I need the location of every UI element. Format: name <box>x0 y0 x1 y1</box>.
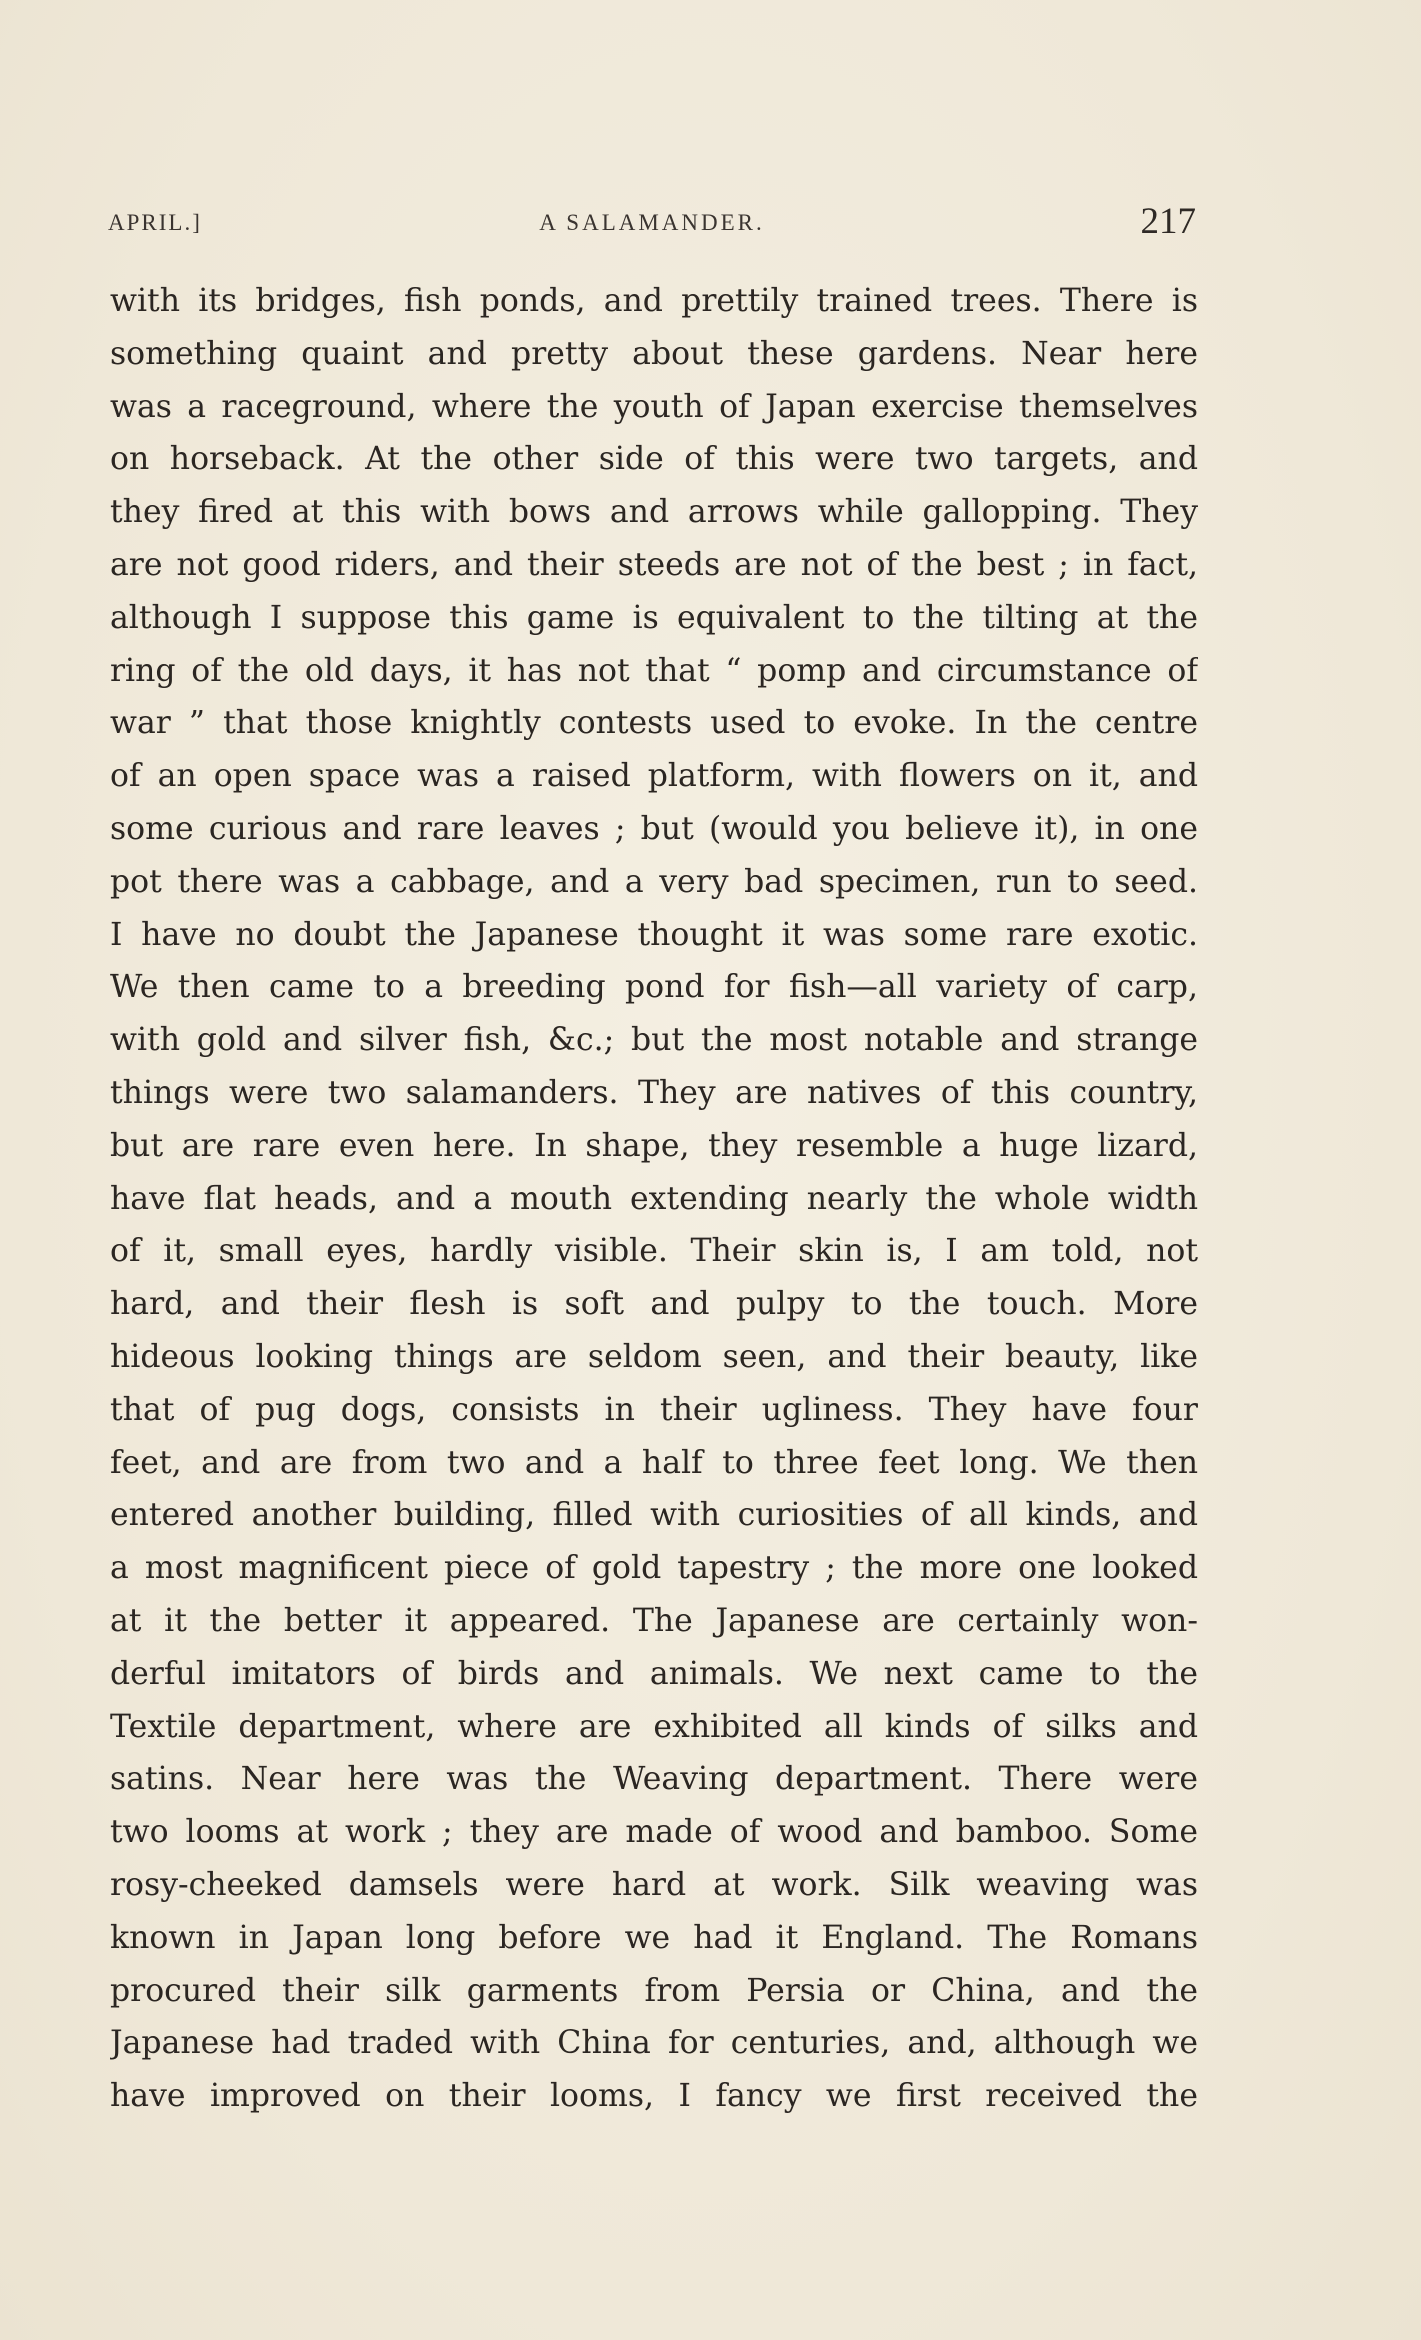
text-line: I have no doubt the Japanese thought it was some rare exotic. <box>110 916 1198 953</box>
text-line: have improved on their looms, I fancy we first received the <box>110 2078 1198 2115</box>
text-line: entered another building, filled with curiosities of all kinds, and <box>110 1497 1198 1534</box>
text-line: with gold and silver fish, &c.; but the most notable and strange <box>110 1022 1198 1059</box>
running-head <box>108 200 1196 250</box>
text-line: but are rare even here. In shape, they resemble a huge lizard, <box>110 1127 1198 1164</box>
text-line: pot there was a cabbage, and a very bad specimen, run to seed. <box>110 863 1198 900</box>
running-head-title: A SALAMANDER. <box>539 210 765 235</box>
text-line: derful imitators of birds and animals. We next came to the <box>110 1655 1198 1692</box>
text-line: Japanese had traded with China for centuries, and, although we <box>110 2025 1198 2062</box>
text-line: We then came to a breeding pond for fish—all variety of carp, <box>110 969 1198 1006</box>
text-line: on horseback. At the other side of this were two targets, and <box>110 441 1198 478</box>
text-line: that of pug dogs, consists in their ugliness. They have four <box>110 1391 1198 1428</box>
text-line: a most magnificent piece of gold tapestry ; the more one looked <box>110 1550 1198 1587</box>
text-line: things were two salamanders. They are natives of this country, <box>110 1074 1198 1111</box>
text-line: ring of the old days, it has not that “ pomp and circumstance of <box>110 652 1198 689</box>
text-line: hideous looking things are seldom seen, and their beauty, like <box>110 1338 1198 1375</box>
text-line: are not good riders, and their steeds are not of the best ; in fact, <box>110 546 1198 583</box>
text-line: have flat heads, and a mouth extending nearly the whole width <box>110 1180 1198 1217</box>
text-line: Textile department, where are exhibited all kinds of silks and <box>110 1708 1198 1745</box>
text-line: feet, and are from two and a half to three feet long. We then <box>110 1444 1198 1481</box>
text-line: at it the better it appeared. The Japanese are certainly won- <box>110 1602 1198 1639</box>
text-line: war ” that those knightly contests used to evoke. In the centre <box>110 705 1198 742</box>
text-line: rosy-cheeked damsels were hard at work. Silk weaving was <box>110 1866 1198 1903</box>
text-line: of an open space was a raised platform, with flowers on it, and <box>110 758 1198 795</box>
running-head-month: APRIL.] <box>108 210 202 235</box>
text-line: something quaint and pretty about these gardens. Near here <box>110 335 1198 372</box>
text-line: they fired at this with bows and arrows while gallopping. They <box>110 494 1198 531</box>
text-line: known in Japan long before we had it England. The Romans <box>110 1919 1198 1956</box>
text-line: two looms at work ; they are made of wood and bamboo. Some <box>110 1814 1198 1851</box>
text-line: some curious and rare leaves ; but (would you believe it), in one <box>110 810 1198 847</box>
text-line: of it, small eyes, hardly visible. Their skin is, I am told, not <box>110 1233 1198 1270</box>
page-number: 217 <box>1140 201 1196 242</box>
body-text <box>110 275 1198 2123</box>
text-line: procured their silk garments from Persia or China, and the <box>110 1972 1198 2009</box>
text-line: satins. Near here was the Weaving department. There were <box>110 1761 1198 1798</box>
text-line: although I suppose this game is equivalent to the tilting at the <box>110 599 1198 636</box>
text-line: was a raceground, where the youth of Japan exercise themselves <box>110 388 1198 425</box>
text-line: with its bridges, fish ponds, and prettily trained trees. There is <box>110 283 1198 319</box>
text-line: hard, and their flesh is soft and pulpy to the touch. More <box>110 1286 1198 1323</box>
